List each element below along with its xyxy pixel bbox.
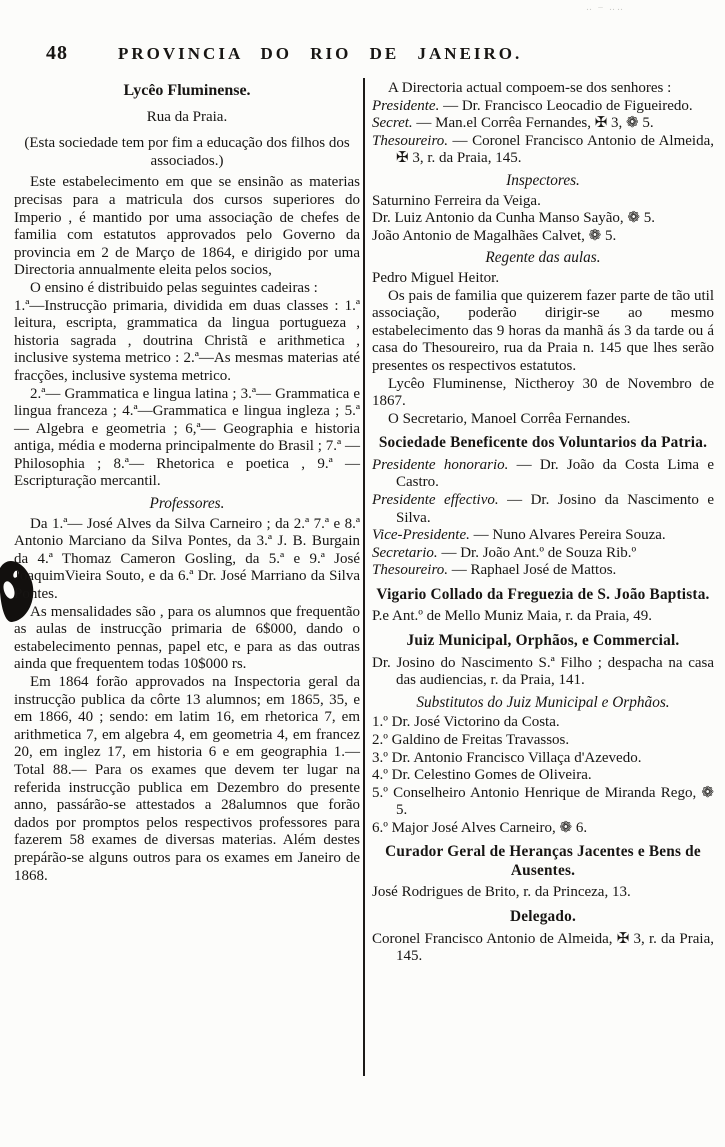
- substituto-item: 3.º Dr. Antonio Francisco Villaça d'Azevedo.: [372, 749, 642, 766]
- section-heading-juiz-municipal: Juiz Municipal, Orphãos, e Commercial.: [406, 632, 680, 650]
- officer-entry: [372, 562, 714, 580]
- officer-role: Presidente honorario.: [372, 456, 509, 473]
- officer-name: — Raphael José de Mattos.: [447, 562, 617, 579]
- substituto-item: 2.º Galdino de Freitas Travassos.: [372, 731, 570, 748]
- officer-name: — Coronel Francisco Antonio de Almeida, ✠ 3, r. da Praia, 145.: [396, 132, 714, 167]
- section-heading-vigario: Vigario Collado da Freguezia de S. João Baptista.: [376, 585, 710, 603]
- subsection-heading-substitutos: Substitutos do Juiz Municipal e Orphãos.: [416, 693, 670, 711]
- section-heading-sociedade-beneficente: Sociedade Beneficente dos Voluntarios da Patria.: [378, 434, 708, 452]
- officer-entry: [372, 457, 714, 492]
- delegado-entry: Coronel Francisco Antonio de Almeida, ✠ 3, r. da Praia, 145.: [372, 930, 714, 965]
- page-title: PROVINCIA DO RIO DE JANEIRO.: [118, 44, 523, 63]
- paragraph-pais-de-familia: Os pais de familia que quizerem fazer parte de tão util associação, poderão dirigir-se ao mesmo estabelecimento das 9 horas da manhã ás 3 da tarde ou á casa do Thesoureiro, rua da Praia n. 145 que lhes serão presentes os respectivos estatutos.: [372, 287, 714, 374]
- left-column: [14, 82, 360, 885]
- section-heading-curador: Curador Geral de Heranças Jacentes e Bens de Ausentes.: [385, 843, 701, 879]
- officer-name: — Man.el Corrêa Fernandes, ✠ 3, ❁ 5.: [412, 115, 654, 132]
- inspector-name: Dr. Luiz Antonio da Cunha Manso Sayão, ❁ 5.: [372, 210, 655, 227]
- pencil-marks: ‥ – ‥‥: [586, 2, 626, 12]
- address-line: Rua da Praia.: [146, 108, 228, 125]
- paragraph-exames: Em 1864 forão approvados na Inspectoria geral da instrucção publica da côrte 13 alumnos; em 1865, 35, e em 1866, 40 ; sendo: em latim 16, em rhetorica 7, em arithmetica 7, em algebra 4, em geometria 4, em francez 20, em inglez 17, em historia 6 e em geographia 1.— Total 88.— Para os exames que devem ter lugar na referida instrucção publica em Dezembro do presente anno, passárão-se attestados a 28alumnos que forão dados por promptos pelos respectivos professores para fazerem 58 exames de diversas materias. Além destes prepárão-se alguns outros para os exames em Janeiro de 1868.: [14, 674, 360, 884]
- paragraph-mensalidades: As mensalidades são , para os alumnos que frequentão as aulas de instrucção primaria de 6$000, dando o estabelecimento pennas, papel etc, e para as das outras ainda que frequentem todas 10$000 rs.: [14, 603, 360, 673]
- officer-entry: [372, 492, 714, 527]
- officer-entry: [372, 115, 714, 133]
- substituto-item: 6.º Major José Alves Carneiro, ❁ 6.: [372, 819, 588, 836]
- officer-entry: [372, 527, 714, 545]
- officer-role: Thesoureiro.: [372, 132, 448, 149]
- officer-name: — Dr. Francisco Leocadio de Figueiredo.: [439, 97, 693, 114]
- inspector-name: Saturnino Ferreira da Veiga.: [372, 192, 541, 209]
- substituto-item: 5.º Conselheiro Antonio Henrique de Miranda Rego, ❁ 5.: [372, 784, 714, 819]
- paragraph-establishment: Este estabelecimento em que se ensinão as materias precisas para a matricula dos cursos superiores do Imperio , é mantido por uma associação de chefes de familia com estatutos approvados pelo Governo da provincia em 2 de Março de 1864, e dirigido por uma Directoria annualmente eleita pelos socios,: [14, 174, 360, 279]
- juiz-entry: Dr. Josino do Nascimento S.ª Filho ; despacha na casa das audiencias, r. da Praia, 141.: [372, 654, 714, 689]
- officer-role: Secretario.: [372, 544, 438, 561]
- section-heading-delegado: Delegado.: [510, 908, 576, 926]
- officer-entry: [372, 545, 714, 563]
- paragraph-ensino: O ensino é distribuido pelas seguintes cadeiras :: [30, 279, 318, 296]
- subsection-heading-regente: Regente das aulas.: [485, 249, 601, 267]
- column-divider-rule: [363, 78, 365, 1076]
- paragraph-directoria-intro: A Directoria actual compoem-se dos senhores :: [388, 80, 672, 96]
- officer-role: Presidente effectivo.: [372, 491, 499, 508]
- inspector-name: João Antonio de Magalhães Calvet, ❁ 5.: [372, 227, 617, 244]
- officer-role: Vice-Presidente.: [372, 527, 470, 544]
- officer-entry: [372, 98, 714, 116]
- regente-name: Pedro Miguel Heitor.: [372, 269, 500, 286]
- officer-name: — Nuno Alvares Pereira Souza.: [469, 527, 666, 544]
- paragraph-dateline: Lycêo Fluminense, Nictheroy 30 de Novembro de 1867.: [372, 375, 714, 410]
- section-heading-lyceo: Lycêo Fluminense.: [123, 82, 251, 99]
- officer-name: — Dr. João Ant.º de Souza Rib.º: [437, 544, 637, 561]
- officer-role: Presidente.: [372, 97, 440, 114]
- officer-role: Secret.: [372, 115, 413, 132]
- right-column: [372, 80, 714, 966]
- paragraph-cadeira-1: 1.ª—Instrucção primaria, dividida em duas classes : 1.ª leitura, escripta, grammatica da lingua portugueza , historia sagrada , doutrina Christã e arithmetica , inclusive systema metrico : 2.ª—As mesmas materias até fracções, inclusive systema metrico.: [14, 297, 360, 384]
- vigario-name: P.e Ant.º de Mello Muniz Maia, r. da Praia, 49.: [372, 608, 653, 625]
- paragraph-cadeiras-2-9: 2.ª— Grammatica e lingua latina ; 3.ª— Grammatica e lingua franceza ; 4.ª—Grammatica e lingua ingleza ; 5.ª — Algebra e geometria ; 6,ª— Geographia e historia antiga, média e moderna principalmente do Brasil ; 7.ª — Philosophia ; 8.ª— Rhetorica e poetica , 9.ª — Escripturação mercantil.: [14, 385, 360, 490]
- paragraph-professores: Da 1.ª— José Alves da Silva Carneiro ; da 2.ª 7.ª e 8.ª Antonio Marciano da Silva Pontes, da 3.ª J. B. Burgain da 4.ª Thomaz Cameron Gosling, da 5.ª e 9.ª José JoaquimVieira Souto, e da 6.ª Dr. José Marriano da Silva Pontes.: [14, 515, 360, 603]
- paragraph-secretario-signature: O Secretario, Manoel Corrêa Fernandes.: [388, 410, 631, 427]
- subsection-heading-professores: Professores.: [149, 495, 225, 513]
- officer-entry: [372, 133, 714, 168]
- substituto-item: 4.º Dr. Celestino Gomes de Oliveira.: [372, 767, 592, 784]
- subsection-heading-inspectores: Inspectores.: [506, 171, 580, 189]
- officer-name: — Dr. João da Costa Lima e Castro.: [396, 456, 714, 491]
- officer-name: — Dr. Josino da Nascimento e Silva.: [396, 491, 715, 526]
- society-note: (Esta sociedade tem por fim a educação dos filhos dos associados.): [24, 135, 350, 169]
- officer-role: Thesoureiro.: [372, 562, 448, 579]
- substituto-item: 1.º Dr. José Victorino da Costa.: [372, 714, 560, 731]
- curador-name: José Rodrigues de Brito, r. da Princeza, 13.: [372, 884, 631, 901]
- page-number: 48: [46, 42, 68, 64]
